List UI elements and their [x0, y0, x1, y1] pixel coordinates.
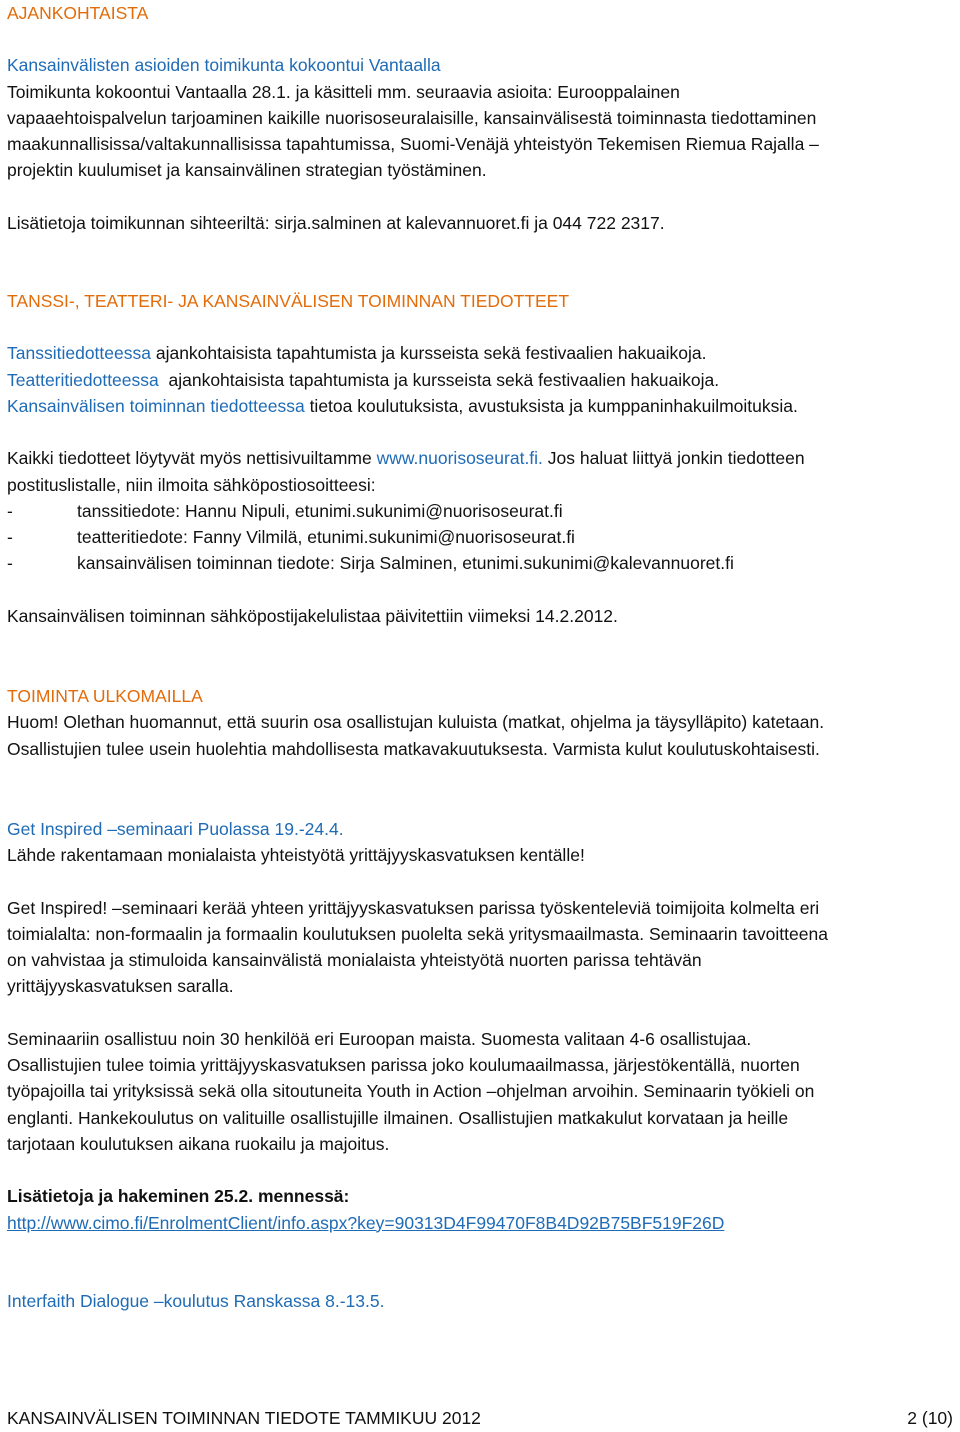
paragraph-line: Toimikunta kokoontui Vantaalla 28.1. ja käsitteli mm. seuraavia asioita: Eurooppalainen — [7, 81, 680, 102]
paragraph-line: toimialalta: non-formaalin ja formaalin koulutuksen puolelta sekä yritysmaailmasta. Seminaarin tavoitteena — [7, 923, 828, 944]
page-number: 2 (10) — [907, 1408, 953, 1428]
paragraph-line: Osallistujien tulee usein huolehtia mahdollisesta matkavakuutuksesta. Varmista kulut koulutuskohtaisesti. — [7, 738, 820, 759]
list-item: - teatteritiedote: Fanny Vilmilä, etunimi.sukunimi@nuorisoseurat.fi — [7, 527, 575, 548]
paragraph-line: postituslistalle, niin ilmoita sähköpostiosoitteesi: — [7, 474, 376, 495]
paragraph-line: englanti. Hankekoulutus on valituille osallistujille ilmainen. Osallistujien matkakulut korvataan ja heille — [7, 1107, 789, 1128]
bulletin-line: Tanssitiedotteessa ajankohtaisista tapahtumista ja kursseista sekä festivaalien hakuaikoja. — [7, 343, 707, 364]
paragraph-line: työpajoilla tai yrityksissä sekä olla sitoutuneita Youth in Action –ohjelman arvoihin. Seminaarin työkieli on — [7, 1081, 815, 1102]
paragraph-line: Seminaariin osallistuu noin 30 henkilöä eri Euroopan maista. Suomesta valitaan 4-6 osallistujaa. — [7, 1028, 752, 1049]
paragraph-line: Huom! Olethan huomannut, että suurin osa osallistujan kuluista (matkat, ohjelma ja täysylläpito) katetaan. — [7, 712, 825, 733]
section-heading-tiedotteet: TANSSI-, TEATTERI- JA KANSAINVÄLISEN TOIMINNAN TIEDOTTEET — [7, 291, 570, 312]
page-footer — [7, 1405, 953, 1431]
mailing-list-updated: Kansainvälisen toiminnan sähköpostijakelulistaa päivitettiin viimeksi 14.2.2012. — [7, 605, 618, 626]
list-item: - tanssitiedote: Hannu Nipuli, etunimi.sukunimi@nuorisoseurat.fi — [7, 500, 563, 521]
dance-bulletin-link[interactable]: Tanssitiedotteessa — [7, 343, 151, 364]
enrolment-link[interactable]: http://www.cimo.fi/EnrolmentClient/info.aspx?key=90313D4F99470F8B4D92B75BF519F26D — [7, 1212, 725, 1233]
theatre-bulletin-link[interactable]: Teatteritiedotteessa — [7, 369, 159, 390]
bulletin-line: Kansainvälisen toiminnan tiedotteessa tietoa koulutuksista, avustuksista ja kumppaninhakuilmoituksia. — [7, 395, 798, 416]
paragraph-line: vapaaehtoispalvelun tarjoaminen kaikille nuorisoseuralaisille, kansainvälisestä toiminnasta tiedottaminen — [7, 107, 817, 128]
seminar-subtitle: Lähde rakentamaan monialaista yhteistyötä yrittäjyyskasvatuksen kentälle! — [7, 845, 585, 866]
website-line: Kaikki tiedotteet löytyvät myös nettisivuiltamme www.nuorisoseurat.fi. Jos haluat liittyä jonkin tiedotteen — [7, 448, 805, 469]
paragraph-line: yrittäjyyskasvatuksen saralla. — [7, 976, 234, 997]
interfaith-title: Interfaith Dialogue –koulutus Ranskassa 8.-13.5. — [7, 1290, 385, 1311]
international-bulletin-link[interactable]: Kansainvälisen toiminnan tiedotteessa — [7, 395, 305, 416]
paragraph-line: Get Inspired! –seminaari kerää yhteen yrittäjyyskasvatuksen parissa työskenteleviä toimijoita kolmelta eri — [7, 897, 820, 918]
bulletin-line: Teatteritiedotteessa ajankohtaisista tapahtumista ja kursseista sekä festivaalien hakuaikoja. — [7, 369, 720, 390]
secretary-contact: Lisätietoja toimikunnan sihteeriltä: sirja.salminen at kalevannuoret.fi ja 044 722 2317. — [7, 212, 665, 233]
section-heading-ulkomailla: TOIMINTA ULKOMAILLA — [7, 686, 203, 707]
seminar-title: Get Inspired –seminaari Puolassa 19.-24.4. — [7, 818, 344, 839]
paragraph-line: Osallistujien tulee toimia yrittäjyyskasvatuksen parissa joko koulumaailmassa, järjestökentällä, nuorten — [7, 1055, 800, 1076]
website-link[interactable]: www.nuorisoseurat.fi. — [376, 448, 543, 469]
document-body — [7, 0, 953, 1314]
paragraph-line: projektin kuulumiset ja kansainvälinen strategian työstäminen. — [7, 160, 487, 181]
application-deadline: Lisätietoja ja hakeminen 25.2. mennessä: — [7, 1186, 350, 1207]
paragraph-line: on vahvistaa ja stimuloida kansainvälistä monialaista yhteistyötä nuorten parissa tehtävän — [7, 950, 702, 971]
section-heading-ajankohtaista: AJANKOHTAISTA — [7, 3, 149, 23]
meeting-title: Kansainvälisten asioiden toimikunta kokoontui Vantaalla — [7, 55, 441, 76]
footer-title: KANSAINVÄLISEN TOIMINNAN TIEDOTE TAMMIKUU 2012 — [7, 1408, 481, 1428]
paragraph-line: tarjotaan koulutuksen aikana ruokailu ja majoitus. — [7, 1133, 390, 1154]
paragraph-line: maakunnallisissa/valtakunnallisissa tapahtumissa, Suomi-Venäjä yhteistyön Tekemisen Riemua Rajalla – — [7, 134, 819, 155]
list-item: - kansainvälisen toiminnan tiedote: Sirja Salminen, etunimi.sukunimi@kalevannuoret.fi — [7, 553, 734, 574]
